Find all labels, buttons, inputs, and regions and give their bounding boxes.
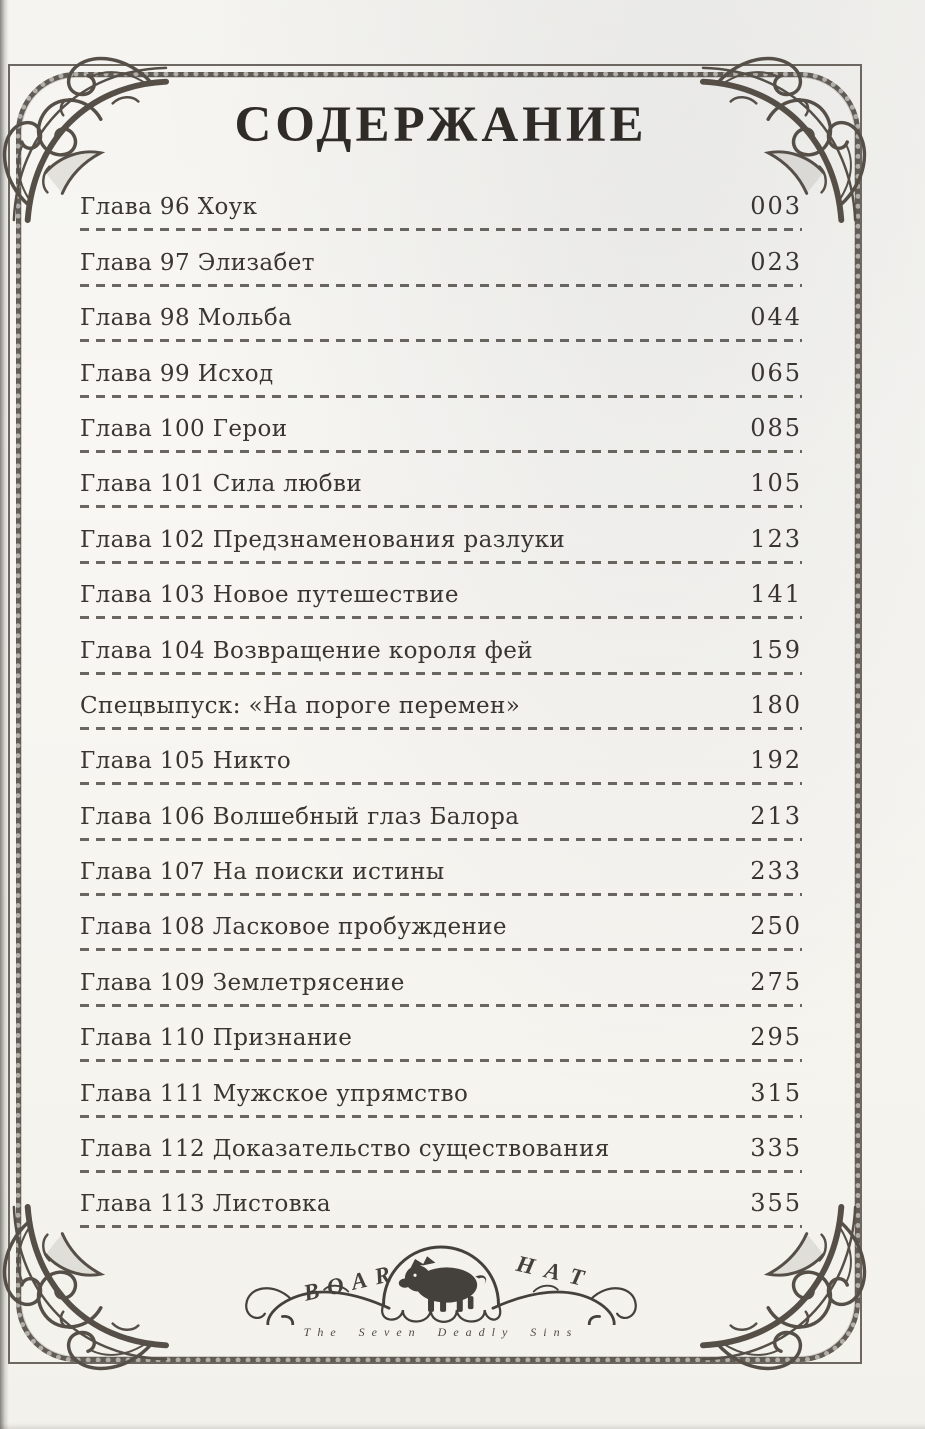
toc-entry — [80, 1062, 802, 1117]
dashed-leader — [80, 1059, 802, 1062]
toc-entry-line — [80, 1134, 802, 1162]
dashed-leader — [80, 838, 802, 841]
page-number: 105 — [750, 469, 802, 498]
toc-entry — [80, 287, 802, 342]
toc-entry — [80, 398, 802, 453]
dashed-leader — [80, 1115, 802, 1118]
toc-entry-line — [80, 912, 802, 940]
dashed-leader — [80, 1225, 802, 1228]
page-number: 250 — [750, 912, 802, 941]
page-number: 315 — [750, 1078, 802, 1107]
dashed-leader — [80, 672, 802, 675]
chapter-title: Глава 113 Листовка — [80, 1191, 331, 1218]
chapter-title: Глава 96 Хоук — [80, 194, 258, 221]
toc-entry — [80, 675, 802, 730]
boar-hat-logo — [237, 1232, 645, 1325]
chapter-title: Спецвыпуск: «На пороге перемен» — [80, 692, 521, 719]
brand-left-text: BOAR — [301, 1259, 402, 1307]
page-number: 275 — [750, 967, 802, 996]
toc-entry-line — [80, 746, 802, 774]
chapter-title: Глава 101 Сила любви — [80, 471, 363, 498]
toc-entry-line — [80, 359, 802, 387]
page-number: 085 — [750, 413, 802, 442]
toc-entry-line — [80, 857, 802, 885]
page-number: 295 — [750, 1023, 802, 1052]
boar-icon — [399, 1256, 486, 1312]
scan-edge-shadow-bottom — [0, 1423, 925, 1429]
dashed-leader — [80, 893, 802, 896]
chapter-title: Глава 109 Землетрясение — [80, 969, 405, 996]
dashed-leader — [80, 727, 802, 730]
page-title: СОДЕРЖАНИЕ — [234, 97, 648, 153]
toc-entry-line — [80, 691, 802, 719]
publisher-logo — [80, 1232, 802, 1340]
toc-entry-line — [80, 968, 802, 996]
dashed-leader — [80, 284, 802, 287]
toc-entry — [80, 453, 802, 508]
dashed-leader — [80, 395, 802, 398]
chapter-title: Глава 104 Возвращение короля фей — [80, 637, 533, 664]
toc-entry — [80, 785, 802, 840]
dashed-leader — [80, 505, 802, 508]
toc-entry — [80, 1173, 802, 1228]
toc-entry-line — [80, 580, 802, 608]
page-number: 003 — [750, 192, 802, 221]
dashed-leader — [80, 1170, 802, 1173]
toc-entry-line — [80, 469, 802, 497]
toc-entry — [80, 508, 802, 563]
dashed-leader — [80, 616, 802, 619]
chapter-title: Глава 99 Исход — [80, 360, 274, 387]
page-number: 044 — [750, 303, 802, 332]
chapter-title: Глава 97 Элизабет — [80, 249, 315, 276]
toc-entry — [80, 1118, 802, 1173]
toc-entry-line — [80, 525, 802, 553]
page-number: 180 — [750, 690, 802, 719]
dashed-leader — [80, 782, 802, 785]
page-number: 065 — [750, 358, 802, 387]
toc-entry-line — [80, 1079, 802, 1107]
toc-entry-line — [80, 636, 802, 664]
chapter-title: Глава 102 Предзнаменования разлуки — [80, 526, 566, 553]
toc-entry-line — [80, 1189, 802, 1217]
toc-entry — [80, 342, 802, 397]
brand-right-text: HAT — [513, 1250, 598, 1295]
chapter-title: Глава 105 Никто — [80, 748, 292, 775]
page-number: 192 — [750, 746, 802, 775]
page-number: 023 — [750, 247, 802, 276]
toc-entry-line — [80, 248, 802, 276]
dashed-leader — [80, 948, 802, 951]
toc-entry — [80, 951, 802, 1006]
toc-entry — [80, 896, 802, 951]
logo-subtitle: The Seven Deadly Sins — [303, 1325, 579, 1339]
page-number: 233 — [750, 857, 802, 886]
chapter-title: Глава 111 Мужское упрямство — [80, 1080, 469, 1107]
chapter-title: Глава 103 Новое путешествие — [80, 582, 459, 609]
page-number: 141 — [750, 580, 802, 609]
toc-entry — [80, 730, 802, 785]
toc-entry — [80, 841, 802, 896]
toc-entry-line — [80, 802, 802, 830]
toc-entry — [80, 619, 802, 674]
page-number: 355 — [750, 1189, 802, 1218]
dashed-leader — [80, 1004, 802, 1007]
chapter-title: Глава 106 Волшебный глаз Балора — [80, 803, 520, 830]
logo-flourish-right — [493, 1286, 636, 1325]
toc-entry-line — [80, 414, 802, 442]
chapter-title: Глава 100 Герои — [80, 415, 288, 442]
page-number: 123 — [750, 524, 802, 553]
dashed-leader — [80, 450, 802, 453]
dashed-leader — [80, 339, 802, 342]
toc-entry — [80, 564, 802, 619]
toc-entry — [80, 1007, 802, 1062]
toc-entry — [80, 231, 802, 286]
toc-entry — [80, 176, 802, 231]
table-of-contents — [80, 176, 802, 1228]
page-number: 159 — [750, 635, 802, 664]
toc-entry-line — [80, 1023, 802, 1051]
chapter-title: Глава 110 Признание — [80, 1025, 353, 1052]
chapter-title: Глава 98 Мольба — [80, 305, 293, 332]
chapter-title: Глава 112 Доказательство существования — [80, 1136, 610, 1163]
toc-entry-line — [80, 192, 802, 220]
dashed-leader — [80, 561, 802, 564]
page-number: 335 — [750, 1134, 802, 1163]
page-number: 213 — [750, 801, 802, 830]
toc-entry-line — [80, 303, 802, 331]
chapter-title: Глава 108 Ласковое пробуждение — [80, 914, 507, 941]
chapter-title: Глава 107 На поиски истины — [80, 859, 445, 886]
dashed-leader — [80, 228, 802, 231]
